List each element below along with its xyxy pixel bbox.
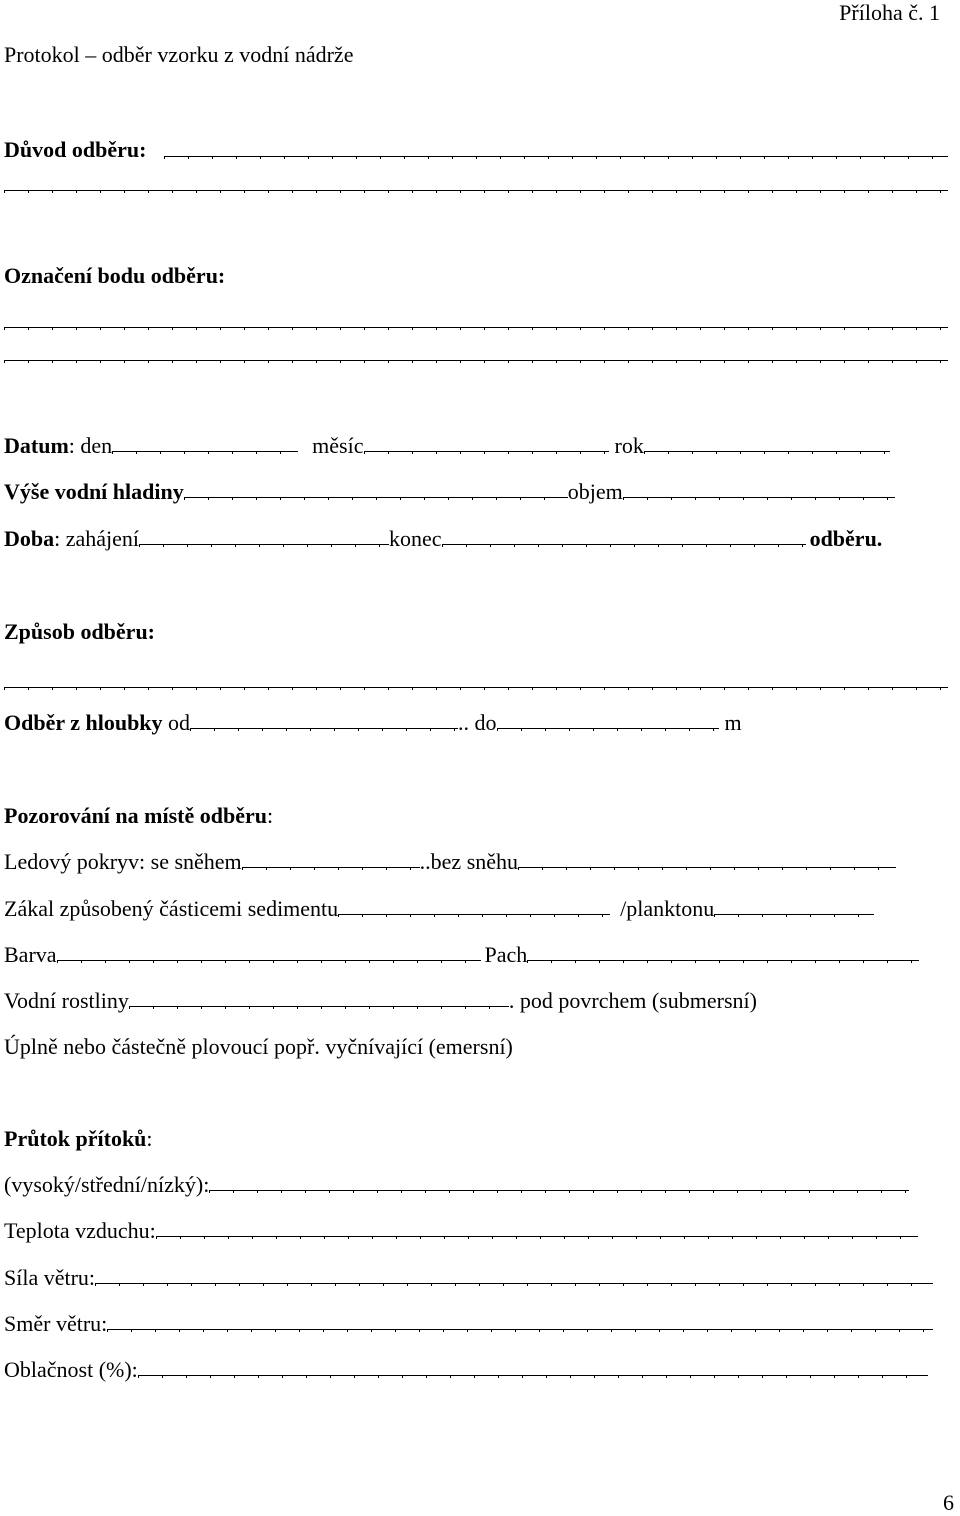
time-row: Doba: zahájení konec odběru. <box>4 526 883 551</box>
page-number: 6 <box>943 1490 954 1515</box>
plants-row: Vodní rostliny . pod povrchem (submersní) <box>4 988 757 1013</box>
turbidity-sediment-field[interactable] <box>338 898 610 916</box>
wind-direction-field[interactable] <box>107 1313 933 1331</box>
plants-emerged: Úplně nebo částečně plovoucí popř. vyčnívající (emersní) <box>4 1034 513 1059</box>
point-field-line-2[interactable] <box>4 346 948 366</box>
color-field[interactable] <box>57 944 481 962</box>
wind-strength-field[interactable] <box>95 1267 933 1285</box>
start-field[interactable] <box>139 528 389 546</box>
color-row: Barva Pach <box>4 942 919 968</box>
method-field[interactable] <box>4 673 948 693</box>
air-temp-field[interactable] <box>156 1220 918 1238</box>
ice-no-snow-field[interactable] <box>518 851 896 869</box>
method-label: Způsob odběru: <box>4 619 156 644</box>
day-field[interactable] <box>112 435 298 453</box>
plants-field[interactable] <box>129 990 509 1008</box>
page-title: Protokol – odběr vzorku z vodní nádrže <box>4 42 354 67</box>
inflow-scale-row: (vysoký/střední/nízký): <box>4 1172 909 1198</box>
ice-snow-field[interactable] <box>242 851 420 869</box>
ice-row: Ledový pokryv: se sněhem ..bez sněhu <box>4 849 896 875</box>
smell-field[interactable] <box>527 944 919 962</box>
level-row: Výše vodní hladiny objem <box>4 479 895 505</box>
reason-label: Důvod odběru: <box>4 137 147 162</box>
wind-strength-row: Síla větru: <box>4 1265 933 1291</box>
turbidity-row: Zákal způsobený částicemi sedimentu /planktonu <box>4 896 874 922</box>
depth-from-field[interactable] <box>190 712 458 730</box>
depth-to-field[interactable] <box>497 712 719 730</box>
inflow-scale-field[interactable] <box>209 1174 909 1192</box>
wind-direction-row: Směr větru: <box>4 1311 933 1337</box>
reason-field-line-2[interactable] <box>4 176 948 196</box>
point-field[interactable] <box>4 313 948 333</box>
end-field[interactable] <box>442 528 806 546</box>
annex-label: Příloha č. 1 <box>839 0 940 25</box>
turbidity-plankton-field[interactable] <box>714 898 874 916</box>
inflow-heading: Průtok přítoků: <box>4 1126 153 1151</box>
reason-field[interactable] <box>164 142 948 162</box>
observation-heading: Pozorování na místě odběru: <box>4 803 274 828</box>
month-field[interactable] <box>364 435 609 453</box>
cloudiness-field[interactable] <box>138 1359 928 1377</box>
date-row: Datum: den měsíc rok <box>4 433 890 459</box>
volume-field[interactable] <box>623 481 895 499</box>
depth-row: Odběr z hloubky od .. do m <box>4 710 742 735</box>
year-field[interactable] <box>644 435 890 453</box>
level-field[interactable] <box>184 481 568 499</box>
air-temp-row: Teplota vzduchu: <box>4 1218 918 1244</box>
cloudiness-row: Oblačnost (%): <box>4 1357 928 1383</box>
point-label: Označení bodu odběru: <box>4 263 226 288</box>
